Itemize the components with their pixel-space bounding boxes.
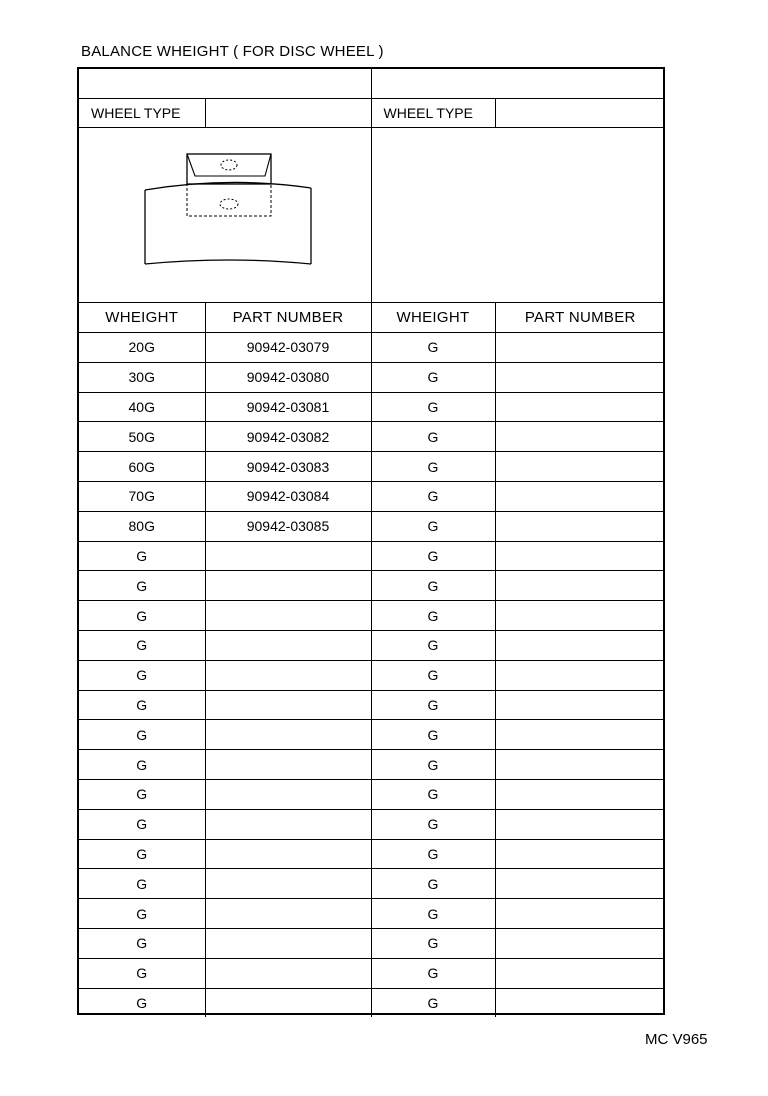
right-part-number-cell: [495, 869, 665, 899]
right-part-number-cell: [495, 958, 665, 988]
left-weight-cell: G: [79, 720, 205, 750]
table-row: [79, 958, 665, 988]
table-row: [79, 362, 665, 392]
right-part-number-cell: [495, 630, 665, 660]
right-blank-cell: [371, 69, 665, 99]
right-weight-cell: G: [371, 541, 495, 571]
left-weight-cell: G: [79, 541, 205, 571]
right-part-number-cell: [495, 809, 665, 839]
balance-weight-table: [77, 67, 665, 1015]
wheel-type-row: [79, 99, 665, 128]
right-part-number-cell: [495, 511, 665, 541]
left-part-number-cell: 90942-03079: [205, 333, 371, 363]
right-part-number-cell: [495, 452, 665, 482]
right-weight-cell: G: [371, 899, 495, 929]
right-part-number-cell: [495, 779, 665, 809]
right-weight-cell: G: [371, 333, 495, 363]
left-weight-cell: G: [79, 958, 205, 988]
table-row: [79, 869, 665, 899]
blank-header-row: [79, 69, 665, 99]
left-weight-cell: 70G: [79, 481, 205, 511]
table-row: [79, 392, 665, 422]
left-weight-cell: 80G: [79, 511, 205, 541]
right-weight-cell: G: [371, 571, 495, 601]
left-part-number-cell: 90942-03084: [205, 481, 371, 511]
right-weight-cell: G: [371, 839, 495, 869]
right-part-number-cell: [495, 899, 665, 929]
table-row: [79, 988, 665, 1017]
right-weight-cell: G: [371, 958, 495, 988]
left-weight-cell: 60G: [79, 452, 205, 482]
left-part-number-cell: [205, 869, 371, 899]
left-weight-header: WHEIGHT: [79, 303, 205, 333]
right-part-number-cell: [495, 362, 665, 392]
right-weight-cell: G: [371, 362, 495, 392]
table-row: [79, 481, 665, 511]
right-weight-cell: G: [371, 660, 495, 690]
table-row: [79, 601, 665, 631]
left-weight-cell: G: [79, 988, 205, 1017]
left-weight-cell: G: [79, 899, 205, 929]
left-part-number-cell: [205, 541, 371, 571]
right-part-number-cell: [495, 422, 665, 452]
table-row: [79, 333, 665, 363]
left-part-number-cell: 90942-03081: [205, 392, 371, 422]
table-row: [79, 660, 665, 690]
left-weight-cell: G: [79, 660, 205, 690]
table-row: [79, 839, 665, 869]
left-part-number-cell: [205, 839, 371, 869]
left-weight-cell: G: [79, 630, 205, 660]
left-wheel-type-value: [205, 99, 371, 128]
document-code: MC V965: [645, 1031, 708, 1048]
document-title: BALANCE WHEIGHT ( FOR DISC WHEEL ): [81, 43, 384, 60]
left-part-number-cell: [205, 899, 371, 929]
column-header-row: [79, 303, 665, 333]
table-row: [79, 899, 665, 929]
left-part-number-cell: [205, 928, 371, 958]
left-blank-cell: [79, 69, 371, 99]
table-row: [79, 452, 665, 482]
right-weight-cell: G: [371, 779, 495, 809]
right-part-number-header: PART NUMBER: [495, 303, 665, 333]
left-weight-cell: G: [79, 839, 205, 869]
left-part-number-cell: [205, 690, 371, 720]
left-weight-cell: 20G: [79, 333, 205, 363]
left-weight-cell: 30G: [79, 362, 205, 392]
left-part-number-cell: [205, 571, 371, 601]
right-weight-cell: G: [371, 988, 495, 1017]
right-weight-cell: G: [371, 720, 495, 750]
right-part-number-cell: [495, 690, 665, 720]
left-weight-cell: G: [79, 869, 205, 899]
table-row: [79, 750, 665, 780]
right-wheel-type-label: WHEEL TYPE: [371, 99, 495, 128]
right-wheel-type-value: [495, 99, 665, 128]
right-part-number-cell: [495, 660, 665, 690]
right-weight-cell: G: [371, 869, 495, 899]
table-row: [79, 630, 665, 660]
right-part-number-cell: [495, 720, 665, 750]
left-weight-cell: G: [79, 809, 205, 839]
left-weight-cell: 40G: [79, 392, 205, 422]
right-weight-cell: G: [371, 690, 495, 720]
left-part-number-cell: [205, 720, 371, 750]
right-weight-cell: G: [371, 750, 495, 780]
left-weight-cell: G: [79, 750, 205, 780]
table-row: [79, 779, 665, 809]
right-part-number-cell: [495, 571, 665, 601]
left-part-number-cell: 90942-03080: [205, 362, 371, 392]
right-weight-cell: G: [371, 630, 495, 660]
right-part-number-cell: [495, 988, 665, 1017]
diagram-row: [79, 128, 665, 303]
left-part-number-cell: [205, 601, 371, 631]
right-weight-cell: G: [371, 481, 495, 511]
right-part-number-cell: [495, 750, 665, 780]
left-part-number-cell: [205, 750, 371, 780]
left-weight-cell: G: [79, 690, 205, 720]
table-row: [79, 720, 665, 750]
left-part-number-cell: [205, 958, 371, 988]
left-weight-cell: G: [79, 779, 205, 809]
left-part-number-cell: [205, 660, 371, 690]
left-part-number-cell: [205, 779, 371, 809]
right-weight-cell: G: [371, 601, 495, 631]
right-weight-header: WHEIGHT: [371, 303, 495, 333]
right-part-number-cell: [495, 601, 665, 631]
table-row: [79, 690, 665, 720]
right-weight-cell: G: [371, 928, 495, 958]
right-weight-cell: G: [371, 809, 495, 839]
table-row: [79, 928, 665, 958]
right-part-number-cell: [495, 839, 665, 869]
left-wheel-type-label: WHEEL TYPE: [79, 99, 205, 128]
left-diagram-cell: [79, 128, 371, 303]
table-row: [79, 571, 665, 601]
right-part-number-cell: [495, 928, 665, 958]
left-part-number-cell: [205, 630, 371, 660]
weight-grid: [79, 69, 665, 1017]
table-row: [79, 422, 665, 452]
left-part-number-cell: [205, 988, 371, 1017]
left-weight-cell: G: [79, 928, 205, 958]
left-weight-cell: G: [79, 571, 205, 601]
right-weight-cell: G: [371, 511, 495, 541]
right-weight-cell: G: [371, 392, 495, 422]
left-part-number-cell: 90942-03082: [205, 422, 371, 452]
left-weight-cell: G: [79, 601, 205, 631]
right-part-number-cell: [495, 481, 665, 511]
table-row: [79, 809, 665, 839]
right-weight-cell: G: [371, 422, 495, 452]
right-part-number-cell: [495, 541, 665, 571]
table-row: [79, 511, 665, 541]
table-row: [79, 541, 665, 571]
right-part-number-cell: [495, 392, 665, 422]
left-part-number-cell: 90942-03083: [205, 452, 371, 482]
left-part-number-cell: 90942-03085: [205, 511, 371, 541]
balance-weight-diagram-icon: [79, 128, 371, 299]
right-diagram-cell: [371, 128, 665, 303]
left-weight-cell: 50G: [79, 422, 205, 452]
right-part-number-cell: [495, 333, 665, 363]
left-part-number-cell: [205, 809, 371, 839]
right-weight-cell: G: [371, 452, 495, 482]
left-part-number-header: PART NUMBER: [205, 303, 371, 333]
